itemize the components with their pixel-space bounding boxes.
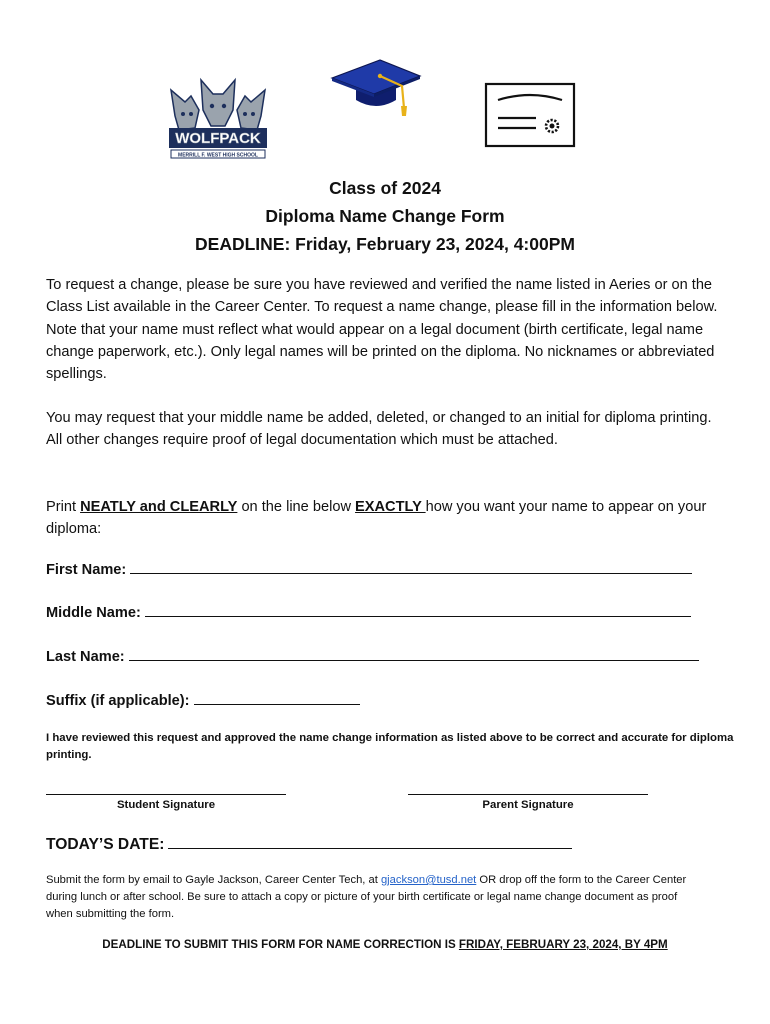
submission-instructions xyxy=(46,872,706,923)
wolfpack-logo-subtext: MERRILL F. WEST HIGH SCHOOL xyxy=(178,152,258,159)
last-name-line[interactable] xyxy=(129,646,699,661)
submit-text-after: OR drop off the form to the Career Center during lunch or after school. Be sure to attach a copy or picture of your birth certificate or legal name change document as proof when submitting the form. xyxy=(46,874,687,920)
line-below-text: on the line below xyxy=(237,499,356,515)
appear-text: how you want your name to appear on your diploma: xyxy=(46,499,707,538)
parent-signature-block xyxy=(408,780,648,811)
first-name-row xyxy=(46,559,692,578)
last-name-row xyxy=(46,646,699,665)
certificate-icon xyxy=(484,82,576,148)
instructions-paragraph-3 xyxy=(46,496,726,541)
email-link[interactable]: gjackson@tusd.net xyxy=(380,874,477,886)
parent-signature-label: Parent Signature xyxy=(482,799,574,811)
final-deadline-notice xyxy=(0,938,770,951)
neatly-clearly-emphasis: NEATLY and CLEARLY xyxy=(80,499,238,515)
print-text: Print xyxy=(46,499,81,515)
first-name-line[interactable] xyxy=(130,559,692,574)
approval-statement: I have reviewed this request and approved the name change information as listed above to be correct and accurate for diploma printing. xyxy=(46,732,734,761)
middle-name-line[interactable] xyxy=(145,602,691,617)
form-header xyxy=(0,174,770,258)
suffix-row xyxy=(46,690,360,709)
submit-text-before: Submit the form by email to Gayle Jackson, Career Center Tech, at xyxy=(46,874,381,886)
form-title: Diploma Name Change Form xyxy=(265,206,505,226)
todays-date-row xyxy=(46,834,572,854)
instructions-paragraph-2: You may request that your middle name be added, deleted, or changed to an initial for diploma printing. All other changes require proof of legal documentation which must be attached. xyxy=(46,410,712,449)
first-name-label: First Name: xyxy=(46,562,127,578)
parent-signature-line[interactable] xyxy=(408,780,648,795)
todays-date-label: TODAY’S DATE: xyxy=(46,836,165,853)
student-signature-line[interactable] xyxy=(46,780,286,795)
graduation-cap-icon xyxy=(330,56,422,118)
student-signature-label: Student Signature xyxy=(116,799,216,811)
middle-name-label: Middle Name: xyxy=(46,605,141,621)
suffix-line[interactable] xyxy=(194,690,360,705)
todays-date-line[interactable] xyxy=(168,834,572,849)
header-logos xyxy=(0,52,770,162)
final-deadline-date: FRIDAY, FEBRUARY 23, 2024, BY 4PM xyxy=(458,938,668,951)
wolfpack-logo xyxy=(165,76,271,160)
deadline-title: DEADLINE: Friday, February 23, 2024, 4:00PM xyxy=(195,234,575,254)
suffix-label: Suffix (if applicable): xyxy=(46,693,190,709)
exactly-emphasis: EXACTLY xyxy=(355,499,426,515)
wolfpack-logo-text: WOLFPACK xyxy=(175,130,261,147)
final-deadline-text: DEADLINE TO SUBMIT THIS FORM FOR NAME CORRECTION IS xyxy=(102,938,459,951)
class-year-title: Class of 2024 xyxy=(329,178,441,198)
instructions-paragraph-1: To request a change, please be sure you have reviewed and verified the name listed in Aeries or on the Class List available in the Career Center. To request a name change, please fill in the information below. Note that your name must reflect what would appear on a legal document (birth certificate, legal name change paperwork, etc.). Only legal names will be printed on the diploma. No nicknames or abbreviated spellings. xyxy=(46,277,718,383)
last-name-label: Last Name: xyxy=(46,649,125,665)
student-signature-block xyxy=(46,780,286,811)
middle-name-row xyxy=(46,602,691,621)
